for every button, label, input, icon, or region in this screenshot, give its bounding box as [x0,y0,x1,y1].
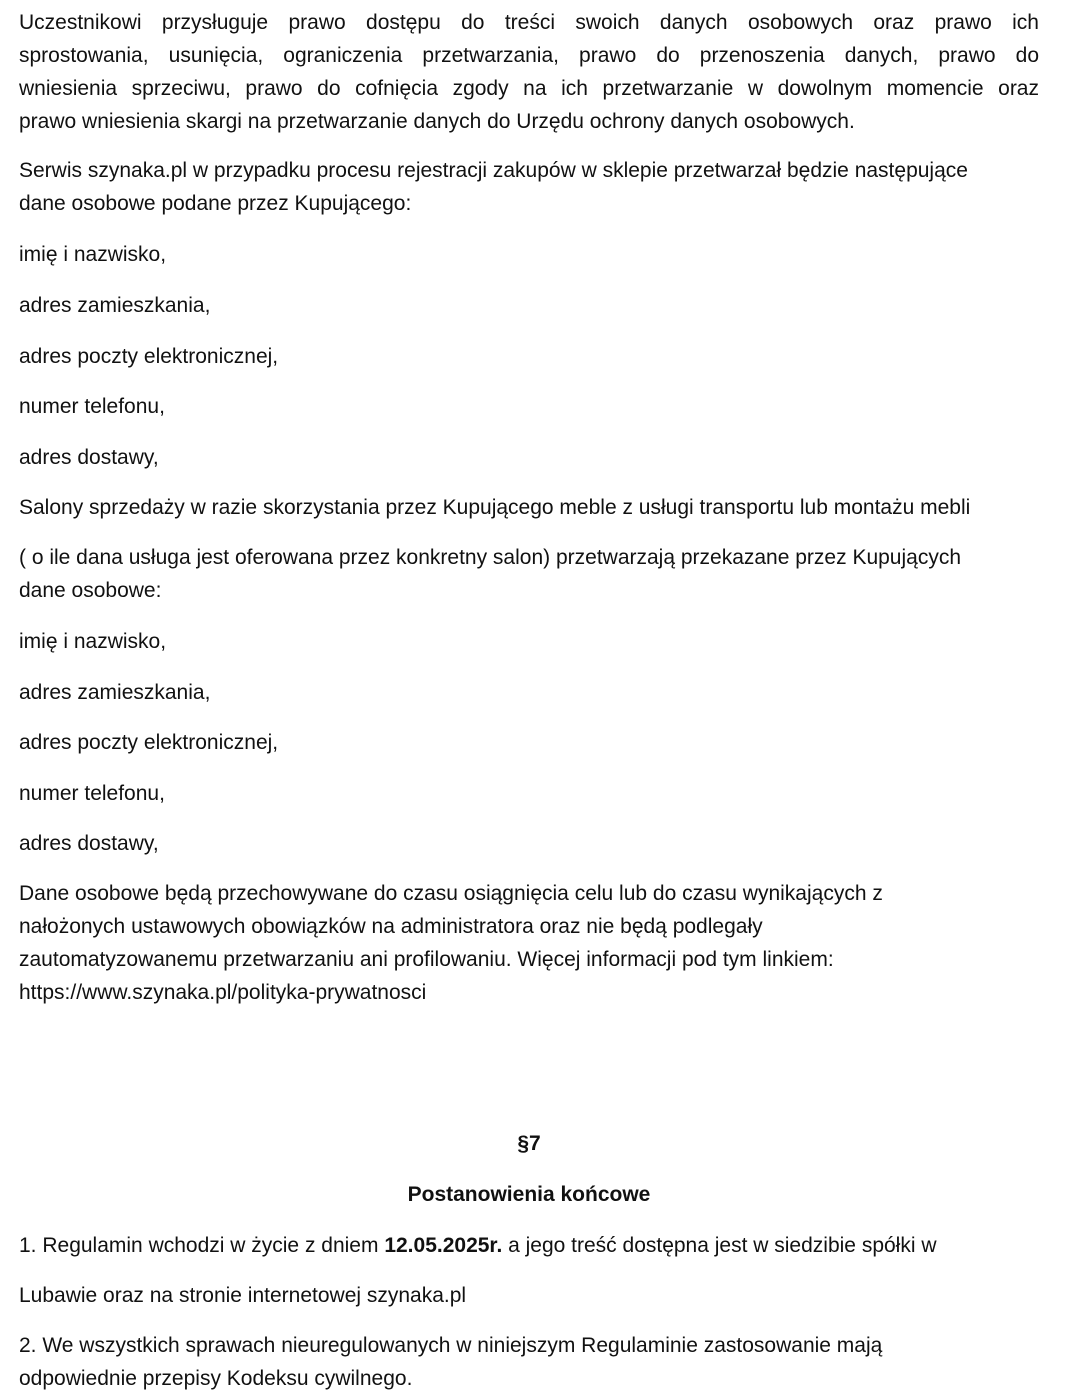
salons-paragraph [19,541,1039,607]
rights-paragraph [19,6,1039,138]
rights-line: Uczestnikowi przysługuje prawo dostępu do treści swoich danych osobowych oraz prawo ich [19,11,1039,34]
point-one-second-line: Lubawie oraz na stronie internetowej szynaka.pl [19,1284,467,1307]
retention-line: Dane osobowe będą przechowywane do czasu osiągnięcia celu lub do czasu wynikających z [19,882,883,905]
list-item: numer telefonu, [19,782,165,805]
salons-line: Salony sprzedaży w razie skorzystania przez Kupującego meble z usługi transportu lub montażu mebli [19,496,971,519]
list-item: adres zamieszkania, [19,294,211,317]
point-two-line: odpowiednie przepisy Kodeksu cywilnego. [19,1367,413,1390]
retention-line: nałożonych ustawowych obowiązków na administratora oraz nie będą podlegały [19,915,763,938]
list-item: imię i nazwisko, [19,243,167,266]
service-line: Serwis szynaka.pl w przypadku procesu rejestracji zakupów w sklepie przetwarzał będzie następujące [19,159,968,182]
rights-line: wniesienia sprzeciwu, prawo do cofnięcia zgody na ich przetwarzanie w dowolnym momencie oraz [19,77,1039,100]
rights-line: prawo wniesienia skargi na przetwarzanie danych do Urzędu ochrony danych osobowych. [19,110,855,133]
service-paragraph [19,154,1039,220]
service-line: dane osobowe podane przez Kupującego: [19,192,412,215]
list-item: adres poczty elektronicznej, [19,345,279,368]
point-two [19,1329,1039,1395]
effective-date: 12.05.2025r. [384,1234,503,1257]
list-item: adres zamieszkania, [19,681,211,704]
retention-line: zautomatyzowanemu przetwarzaniu ani profilowaniu. Więcej informacji pod tym linkiem: [19,948,834,971]
privacy-policy-link: https://www.szynaka.pl/polityka-prywatnosci [19,981,427,1004]
section-number: §7 [517,1132,541,1155]
point-two-line: 2. We wszystkich sprawach nieuregulowanych w niniejszym Regulaminie zastosowanie mają [19,1334,883,1357]
salons-line-part: dane osobowe: [19,579,162,602]
retention-paragraph [19,877,1039,1009]
section-title: Postanowienia końcowe [407,1183,651,1206]
list-item: adres poczty elektronicznej, [19,731,279,754]
list-item: adres dostawy, [19,832,159,855]
list-item: imię i nazwisko, [19,630,167,653]
list-item: adres dostawy, [19,446,159,469]
point-one-before: 1. Regulamin wchodzi w życie z dniem [19,1234,385,1257]
point-one-after: a jego treść dostępna jest w siedzibie spółki w [502,1234,937,1257]
point-one [19,1229,1039,1262]
salons-line-part: ( o ile dana usługa jest oferowana przez konkretny salon) przetwarzają przekazane przez Kupujących [19,546,962,569]
rights-line: sprostowania, usunięcia, ograniczenia przetwarzania, prawo do przenoszenia danych, prawo do [19,44,1039,67]
list-item: numer telefonu, [19,395,165,418]
